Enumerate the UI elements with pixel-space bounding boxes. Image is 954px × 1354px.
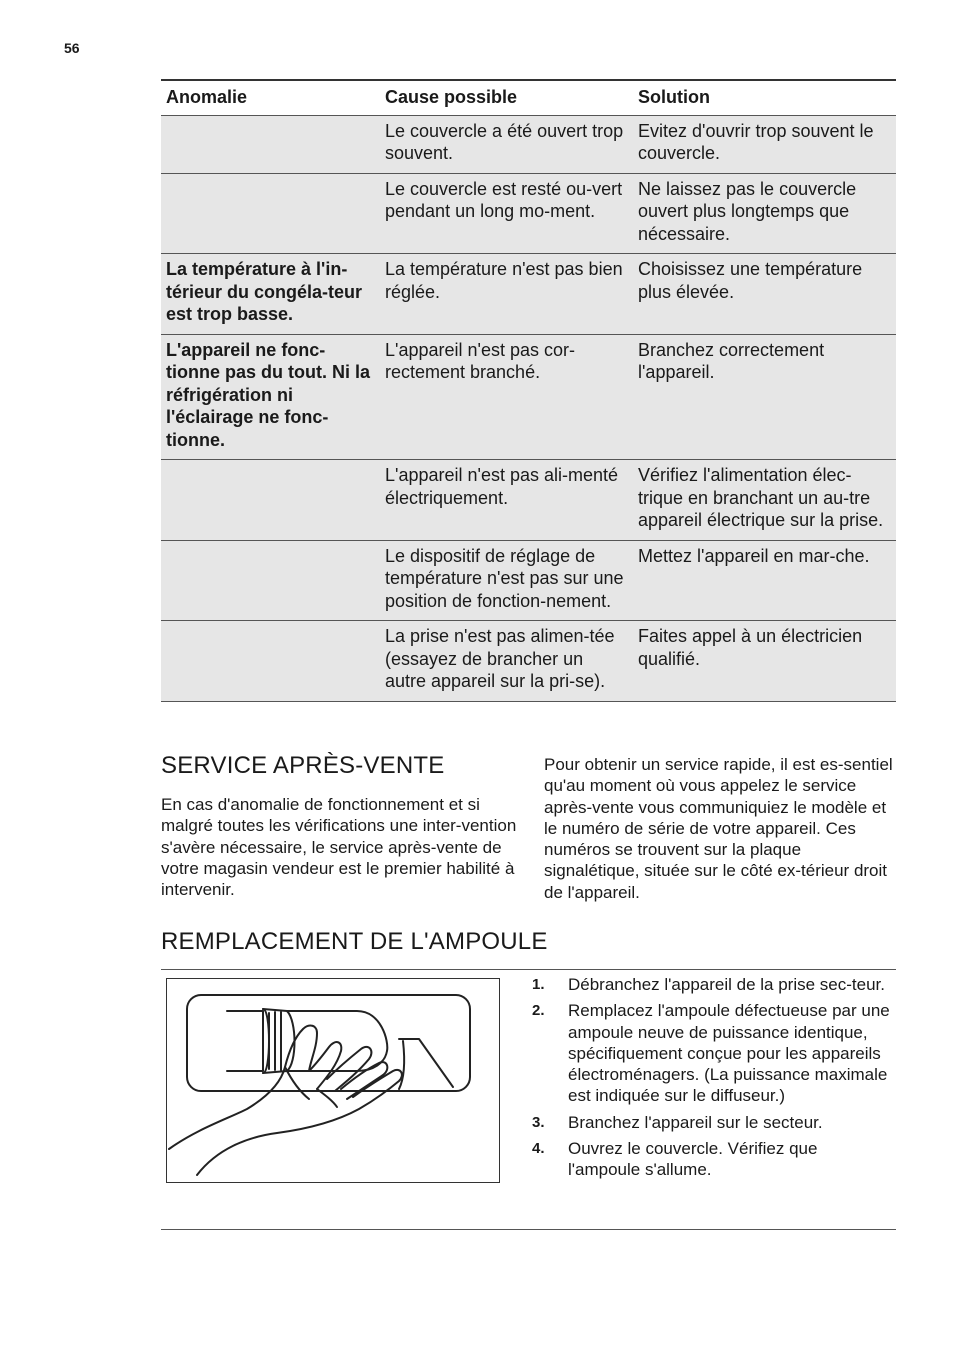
service-left-text: En cas d'anomalie de fonctionnement et si malgré toutes les vérifications une inter-vention s'avère nécessaire, le service après-vente de votre magasin vendeur est le premier habilité à intervenir. xyxy=(161,795,517,900)
ampoule-title: REMPLACEMENT DE L'AMPOULE xyxy=(161,928,548,955)
ampoule-bottom-rule xyxy=(161,1229,896,1230)
cell-solution: Mettez l'appareil en mar-che. xyxy=(633,540,896,621)
step-number: 1. xyxy=(532,976,545,993)
table-row xyxy=(161,334,896,460)
ampoule-top-rule xyxy=(161,969,896,970)
header-cause: Cause possible xyxy=(380,80,633,115)
cell-anomalie: La température à l'in-térieur du congéla-teur est trop basse. xyxy=(161,254,380,335)
table-row xyxy=(161,621,896,702)
step-text: Branchez l'appareil sur le secteur. xyxy=(568,1112,823,1132)
hand-bulb-icon xyxy=(167,979,499,1182)
cell-solution: Vérifiez l'alimentation élec-trique en branchant un au-tre appareil électrique sur la prise. xyxy=(633,460,896,541)
bulb-replacement-illustration xyxy=(166,978,500,1183)
cell-anomalie xyxy=(161,460,380,541)
cell-anomalie xyxy=(161,115,380,173)
cell-solution: Ne laissez pas le couvercle ouvert plus longtemps que nécessaire. xyxy=(633,173,896,254)
table-row xyxy=(161,460,896,541)
header-solution: Solution xyxy=(633,80,896,115)
cell-solution: Evitez d'ouvrir trop souvent le couvercle. xyxy=(633,115,896,173)
list-item xyxy=(532,1000,892,1106)
cell-cause: L'appareil n'est pas ali-menté électriquement. xyxy=(380,460,633,541)
service-title: SERVICE APRÈS-VENTE xyxy=(161,752,445,779)
cell-anomalie: L'appareil ne fonc-tionne pas du tout. Ni la réfrigération ni l'éclairage ne fonc-tionne. xyxy=(161,334,380,460)
cell-cause: L'appareil n'est pas cor-rectement branché. xyxy=(380,334,633,460)
step-number: 2. xyxy=(532,1002,545,1020)
list-item xyxy=(532,974,892,995)
page-number: 56 xyxy=(64,40,80,56)
ampoule-steps-list xyxy=(532,974,892,1186)
cell-cause: Le couvercle a été ouvert trop souvent. xyxy=(380,115,633,173)
cell-anomalie xyxy=(161,540,380,621)
table-row xyxy=(161,115,896,173)
step-number: 4. xyxy=(532,1140,545,1158)
cell-cause: La prise n'est pas alimen-tée (essayez de brancher un autre appareil sur la pri-se). xyxy=(380,621,633,702)
table-header-row xyxy=(161,80,896,115)
cell-cause: La température n'est pas bien réglée. xyxy=(380,254,633,335)
cell-cause: Le couvercle est resté ou-vert pendant un long mo-ment. xyxy=(380,173,633,254)
table-row xyxy=(161,254,896,335)
list-item xyxy=(532,1138,892,1181)
cell-solution: Faites appel à un électricien qualifié. xyxy=(633,621,896,702)
step-text: Ouvrez le couvercle. Vérifiez que l'ampoule s'allume. xyxy=(568,1139,818,1180)
cell-anomalie xyxy=(161,621,380,702)
step-text: Débranchez l'appareil de la prise sec-teur. xyxy=(568,975,885,994)
cell-cause: Le dispositif de réglage de température n'est pas sur une position de fonction-nement. xyxy=(380,540,633,621)
table-row xyxy=(161,540,896,621)
cell-anomalie xyxy=(161,173,380,254)
troubleshooting-table xyxy=(161,79,896,702)
step-number: 3. xyxy=(532,1113,545,1131)
service-right-text: Pour obtenir un service rapide, il est es-sentiel qu'au moment où vous appelez le service après-vente vous communiquiez le modèle et le numéro de série de votre appareil. Ces numéros se trouvent sur la plaque signalétique, située sur le côté ex-térieur droit de l'appareil. xyxy=(544,755,893,902)
list-item xyxy=(532,1112,892,1133)
cell-solution: Choisissez une température plus élevée. xyxy=(633,254,896,335)
step-text: Remplacez l'ampoule défectueuse par une ampoule neuve de puissance identique, spécifiquement conçue pour les appareils électroménagers. (La puissance maximale est indiquée sur le diffuseur.) xyxy=(568,1001,890,1106)
cell-solution: Branchez correctement l'appareil. xyxy=(633,334,896,460)
header-anomalie: Anomalie xyxy=(161,80,380,115)
table-row xyxy=(161,173,896,254)
